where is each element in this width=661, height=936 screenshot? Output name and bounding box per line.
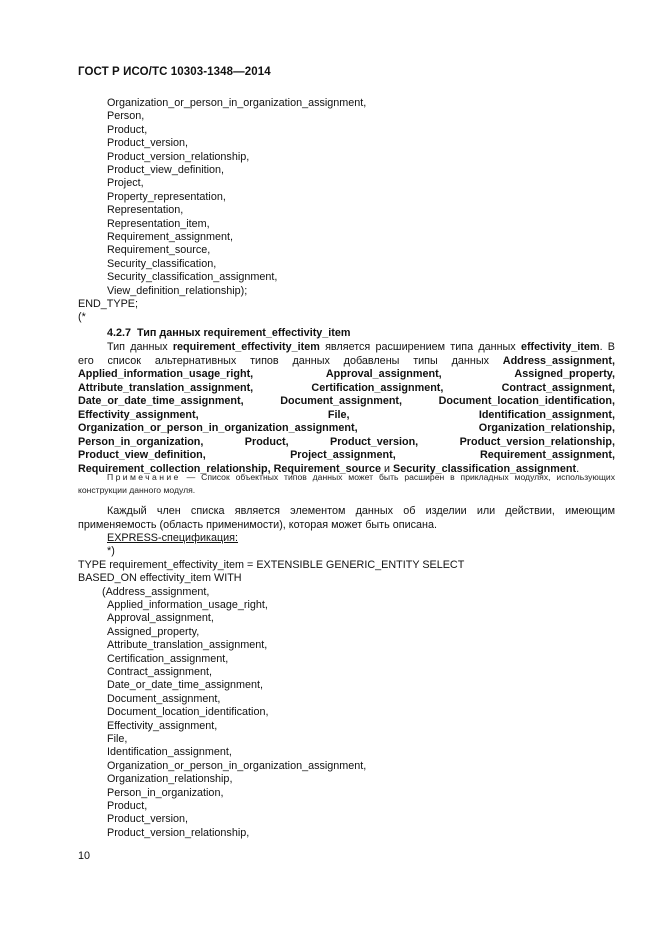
list-item: File, <box>107 733 128 745</box>
note-label: Примечание <box>107 472 181 482</box>
list-item: Property_representation, <box>107 190 226 203</box>
list-item: Product_version, <box>107 813 189 826</box>
paragraph-description: Тип данных requirement_effectivity_item является расширением типа данных effectivity_item. В его список альтернативных типов данных добавлены типы данных Address_assignment, Applied_information_usage_right, Approval_assignment, Assigned_property, Attribute_translation_assignment, Certification_assignment, Contract_assignment, Date_or_date_time_assignment, Document_assignment, Document_location_identification, Effectivity_assignment, File, Identification_assignment, Organization_or_person_in_organization_assignment, Organization_relationship, Person_in_organization, Product, Product_version, Product_version_relationship, Product_view_definition, Project_assignment, Requirement_assignment, Requirement_collection_relationship, Requirement_source и Security_classification_assignment. <box>78 341 615 475</box>
list-item: Document_assignment, <box>107 692 221 705</box>
express-spec-label: EXPRESS-спецификация: <box>107 532 239 544</box>
list-item: Certification_assignment, <box>107 652 229 665</box>
list-item: Person_in_organization, <box>107 786 224 799</box>
note <box>78 471 615 496</box>
comment-open: (* <box>78 311 86 324</box>
list-item: Requirement_assignment, <box>107 231 234 243</box>
list-item: Product_version_relationship, <box>107 826 250 839</box>
comment-close: *) <box>107 545 115 558</box>
list-item: Document_location_identification, <box>107 706 269 719</box>
list-item: Assigned_property, <box>107 625 200 638</box>
list-item: Attribute_translation_assignment, <box>107 639 268 652</box>
based-on-line: BASED_ON effectivity_item WITH <box>78 572 242 585</box>
list-item: Organization_relationship, <box>107 773 233 786</box>
end-type: END_TYPE; <box>78 298 138 310</box>
list-item: Product, <box>107 123 148 136</box>
note-text: — Список объектных типов данных может быть расширен в прикладных модулях, использующих конструкции данного модуля. <box>78 472 615 495</box>
list-item: Identification_assignment, <box>107 746 232 759</box>
list-item: Effectivity_assignment, <box>107 719 218 732</box>
paragraph-applicability: Каждый член списка является элементом данных об изделии или действии, имеющим применяемость (область применимости), которая может быть описана. <box>78 505 615 531</box>
list-item: Applied_information_usage_right, <box>107 599 268 611</box>
list-item: Person, <box>107 110 145 123</box>
list-item: Requirement_source, <box>107 244 211 257</box>
section-title-text: Тип данных requirement_effectivity_item <box>137 327 351 339</box>
section-number: 4.2.7 <box>107 327 132 339</box>
list-item: Security_classification, <box>107 257 217 270</box>
list-item: (Address_assignment, <box>102 585 210 598</box>
list-item: Product_view_definition, <box>107 164 225 176</box>
list-item: Product_version_relationship, <box>107 150 250 163</box>
list-item: Product, <box>107 800 148 812</box>
section-title <box>107 327 351 339</box>
list-item: Date_or_date_time_assignment, <box>107 679 264 692</box>
document-header: ГОСТ Р ИСО/ТС 10303-1348—2014 <box>78 66 271 78</box>
page-number: 10 <box>78 850 91 862</box>
list-item: Security_classification_assignment, <box>107 271 278 284</box>
list-item: Contract_assignment, <box>107 666 213 678</box>
list-item: Organization_or_person_in_organization_assignment, <box>107 97 367 109</box>
type-declaration: TYPE requirement_effectivity_item = EXTENSIBLE GENERIC_ENTITY SELECT <box>78 558 465 571</box>
list-item: Representation, <box>107 204 184 217</box>
list-item: Project, <box>107 177 144 190</box>
list-item: Product_version, <box>107 137 189 150</box>
list-item: View_definition_relationship); <box>107 284 248 297</box>
list-item: Organization_or_person_in_organization_assignment, <box>107 759 367 772</box>
list-item: Approval_assignment, <box>107 612 214 625</box>
list-item: Representation_item, <box>107 217 210 230</box>
